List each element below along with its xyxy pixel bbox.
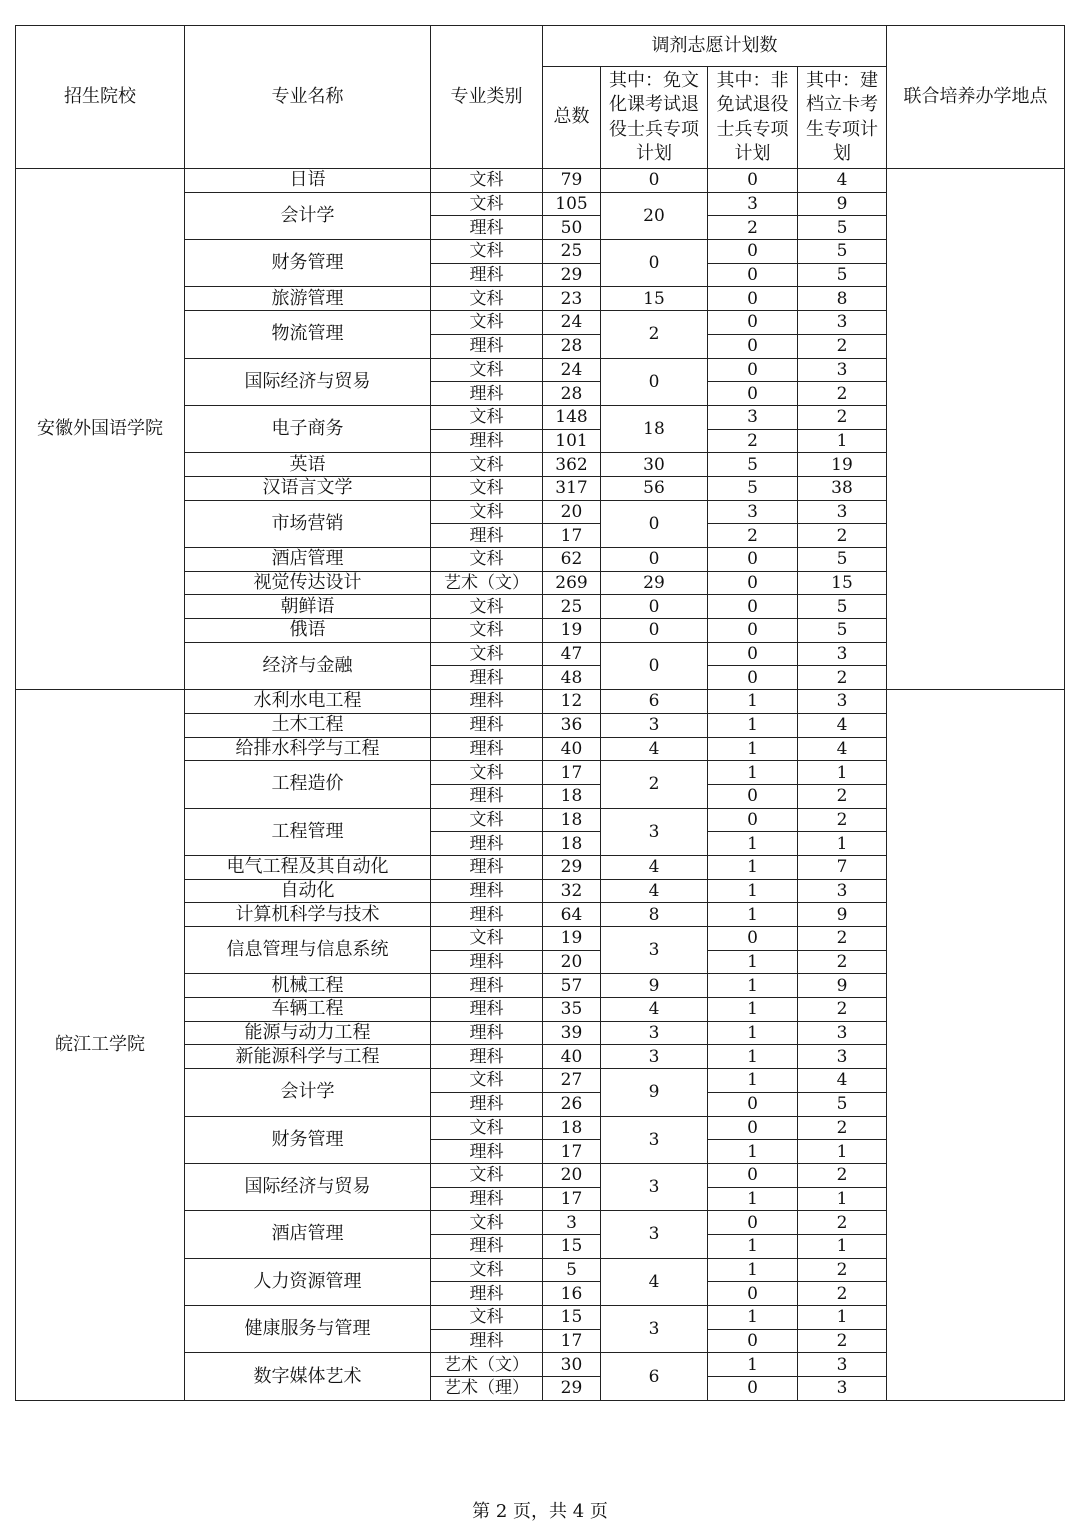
registered-cell: 5 (798, 216, 887, 240)
registered-cell: 3 (798, 1377, 887, 1401)
category-cell: 理科 (431, 974, 543, 998)
non-exempt-cell: 0 (708, 784, 798, 808)
non-exempt-cell: 1 (708, 713, 798, 737)
non-exempt-cell: 0 (708, 382, 798, 406)
registered-cell: 5 (798, 595, 887, 619)
registered-cell: 3 (798, 311, 887, 335)
header-category: 专业类别 (431, 26, 543, 169)
exempt-test-cell: 0 (601, 358, 708, 405)
category-cell: 理科 (431, 1282, 543, 1306)
major-name: 车辆工程 (185, 998, 431, 1022)
category-cell: 理科 (431, 666, 543, 690)
major-name: 日语 (185, 169, 431, 193)
registered-cell: 5 (798, 1092, 887, 1116)
non-exempt-cell: 5 (708, 476, 798, 500)
total-cell: 3 (543, 1211, 601, 1235)
major-name: 国际经济与贸易 (185, 1163, 431, 1210)
major-name: 英语 (185, 453, 431, 477)
registered-cell: 7 (798, 855, 887, 879)
exempt-test-cell: 3 (601, 1021, 708, 1045)
exempt-test-cell: 29 (601, 571, 708, 595)
category-cell: 理科 (431, 1234, 543, 1258)
category-cell: 文科 (431, 405, 543, 429)
major-name: 会计学 (185, 192, 431, 239)
exempt-test-cell: 18 (601, 405, 708, 452)
total-cell: 28 (543, 334, 601, 358)
non-exempt-cell: 0 (708, 311, 798, 335)
category-cell: 文科 (431, 619, 543, 643)
major-name: 酒店管理 (185, 1211, 431, 1258)
category-cell: 文科 (431, 287, 543, 311)
non-exempt-cell: 1 (708, 1140, 798, 1164)
non-exempt-cell: 3 (708, 192, 798, 216)
non-exempt-cell: 0 (708, 1377, 798, 1401)
exempt-test-cell: 0 (601, 619, 708, 643)
total-cell: 64 (543, 903, 601, 927)
registered-cell: 4 (798, 713, 887, 737)
category-cell: 文科 (431, 548, 543, 572)
table-row (16, 690, 1065, 714)
exempt-test-cell: 3 (601, 1306, 708, 1353)
registered-cell: 3 (798, 500, 887, 524)
school-name: 皖江工学院 (16, 690, 185, 1401)
category-cell: 理科 (431, 1329, 543, 1353)
category-cell: 理科 (431, 737, 543, 761)
total-cell: 17 (543, 524, 601, 548)
category-cell: 文科 (431, 1069, 543, 1093)
exempt-test-cell: 4 (601, 998, 708, 1022)
exempt-test-cell: 56 (601, 476, 708, 500)
major-name: 物流管理 (185, 311, 431, 358)
registered-cell: 3 (798, 358, 887, 382)
non-exempt-cell: 0 (708, 169, 798, 193)
total-cell: 18 (543, 808, 601, 832)
registered-cell: 2 (798, 382, 887, 406)
major-name: 工程管理 (185, 808, 431, 855)
category-cell: 理科 (431, 1140, 543, 1164)
page-footer: 第 2 页，共 4 页 (472, 1501, 608, 1522)
non-exempt-cell: 0 (708, 1116, 798, 1140)
total-cell: 36 (543, 713, 601, 737)
category-cell: 文科 (431, 595, 543, 619)
registered-cell: 5 (798, 240, 887, 264)
category-cell: 艺术（文） (431, 571, 543, 595)
major-name: 财务管理 (185, 1116, 431, 1163)
non-exempt-cell: 1 (708, 974, 798, 998)
table-body (16, 169, 1065, 1401)
registered-cell: 2 (798, 405, 887, 429)
non-exempt-cell: 1 (708, 1234, 798, 1258)
total-cell: 18 (543, 832, 601, 856)
total-cell: 12 (543, 690, 601, 714)
exempt-test-cell: 4 (601, 879, 708, 903)
registered-cell: 2 (798, 334, 887, 358)
category-cell: 理科 (431, 263, 543, 287)
total-cell: 25 (543, 240, 601, 264)
category-cell: 理科 (431, 950, 543, 974)
category-cell: 理科 (431, 382, 543, 406)
registered-cell: 2 (798, 1163, 887, 1187)
total-cell: 29 (543, 263, 601, 287)
exempt-test-cell: 30 (601, 453, 708, 477)
category-cell: 理科 (431, 524, 543, 548)
non-exempt-cell: 1 (708, 903, 798, 927)
category-cell: 文科 (431, 1306, 543, 1330)
exempt-test-cell: 20 (601, 192, 708, 239)
total-cell: 48 (543, 666, 601, 690)
non-exempt-cell: 0 (708, 808, 798, 832)
non-exempt-cell: 0 (708, 571, 798, 595)
header-total: 总数 (543, 67, 601, 169)
registered-cell: 2 (798, 784, 887, 808)
major-name: 自动化 (185, 879, 431, 903)
non-exempt-cell: 0 (708, 666, 798, 690)
major-name: 人力资源管理 (185, 1258, 431, 1305)
exempt-test-cell: 4 (601, 1258, 708, 1305)
major-name: 视觉传达设计 (185, 571, 431, 595)
total-cell: 35 (543, 998, 601, 1022)
major-name: 新能源科学与工程 (185, 1045, 431, 1069)
non-exempt-cell: 1 (708, 950, 798, 974)
exempt-test-cell: 3 (601, 1211, 708, 1258)
total-cell: 25 (543, 595, 601, 619)
joint-location-cell (887, 690, 1065, 1401)
total-cell: 40 (543, 737, 601, 761)
registered-cell: 1 (798, 1140, 887, 1164)
registered-cell: 9 (798, 192, 887, 216)
exempt-test-cell: 9 (601, 974, 708, 998)
total-cell: 18 (543, 784, 601, 808)
total-cell: 269 (543, 571, 601, 595)
total-cell: 148 (543, 405, 601, 429)
category-cell: 文科 (431, 192, 543, 216)
category-cell: 理科 (431, 429, 543, 453)
category-cell: 理科 (431, 1021, 543, 1045)
non-exempt-cell: 0 (708, 1163, 798, 1187)
major-name: 土木工程 (185, 713, 431, 737)
exempt-test-cell: 3 (601, 808, 708, 855)
non-exempt-cell: 0 (708, 1282, 798, 1306)
total-cell: 317 (543, 476, 601, 500)
total-cell: 362 (543, 453, 601, 477)
non-exempt-cell: 0 (708, 1329, 798, 1353)
header-non-exempt: 其中：非免试退役士兵专项计划 (708, 67, 798, 169)
registered-cell: 9 (798, 974, 887, 998)
registered-cell: 2 (798, 524, 887, 548)
major-name: 电子商务 (185, 405, 431, 452)
registered-cell: 5 (798, 263, 887, 287)
registered-cell: 2 (798, 1211, 887, 1235)
exempt-test-cell: 9 (601, 1069, 708, 1116)
table-row (16, 169, 1065, 193)
non-exempt-cell: 1 (708, 1021, 798, 1045)
exempt-test-cell: 6 (601, 690, 708, 714)
registered-cell: 9 (798, 903, 887, 927)
non-exempt-cell: 1 (708, 690, 798, 714)
category-cell: 文科 (431, 1116, 543, 1140)
category-cell: 文科 (431, 453, 543, 477)
non-exempt-cell: 1 (708, 761, 798, 785)
registered-cell: 1 (798, 1306, 887, 1330)
non-exempt-cell: 1 (708, 1187, 798, 1211)
major-name: 市场营销 (185, 500, 431, 547)
exempt-test-cell: 8 (601, 903, 708, 927)
total-cell: 17 (543, 1329, 601, 1353)
non-exempt-cell: 0 (708, 642, 798, 666)
non-exempt-cell: 0 (708, 263, 798, 287)
total-cell: 40 (543, 1045, 601, 1069)
category-cell: 理科 (431, 855, 543, 879)
category-cell: 理科 (431, 879, 543, 903)
non-exempt-cell: 3 (708, 405, 798, 429)
registered-cell: 2 (798, 998, 887, 1022)
major-name: 机械工程 (185, 974, 431, 998)
major-name: 数字媒体艺术 (185, 1353, 431, 1400)
registered-cell: 3 (798, 1021, 887, 1045)
non-exempt-cell: 0 (708, 358, 798, 382)
registered-cell: 15 (798, 571, 887, 595)
non-exempt-cell: 1 (708, 1258, 798, 1282)
total-cell: 28 (543, 382, 601, 406)
exempt-test-cell: 3 (601, 713, 708, 737)
category-cell: 理科 (431, 998, 543, 1022)
exempt-test-cell: 4 (601, 737, 708, 761)
total-cell: 18 (543, 1116, 601, 1140)
non-exempt-cell: 1 (708, 998, 798, 1022)
major-name: 朝鲜语 (185, 595, 431, 619)
non-exempt-cell: 0 (708, 287, 798, 311)
non-exempt-cell: 1 (708, 737, 798, 761)
non-exempt-cell: 1 (708, 832, 798, 856)
total-cell: 39 (543, 1021, 601, 1045)
total-cell: 15 (543, 1306, 601, 1330)
registered-cell: 1 (798, 429, 887, 453)
category-cell: 理科 (431, 1092, 543, 1116)
total-cell: 30 (543, 1353, 601, 1377)
category-cell: 文科 (431, 642, 543, 666)
registered-cell: 2 (798, 808, 887, 832)
registered-cell: 2 (798, 666, 887, 690)
non-exempt-cell: 2 (708, 429, 798, 453)
total-cell: 79 (543, 169, 601, 193)
category-cell: 艺术（理） (431, 1377, 543, 1401)
registered-cell: 2 (798, 1282, 887, 1306)
exempt-test-cell: 2 (601, 761, 708, 808)
category-cell: 艺术（文） (431, 1353, 543, 1377)
non-exempt-cell: 1 (708, 1306, 798, 1330)
category-cell: 文科 (431, 476, 543, 500)
category-cell: 文科 (431, 761, 543, 785)
major-name: 经济与金融 (185, 642, 431, 689)
non-exempt-cell: 0 (708, 1211, 798, 1235)
total-cell: 15 (543, 1234, 601, 1258)
registered-cell: 2 (798, 1116, 887, 1140)
non-exempt-cell: 0 (708, 240, 798, 264)
header-major: 专业名称 (185, 26, 431, 169)
total-cell: 47 (543, 642, 601, 666)
non-exempt-cell: 0 (708, 595, 798, 619)
total-cell: 29 (543, 1377, 601, 1401)
total-cell: 26 (543, 1092, 601, 1116)
joint-location-cell (887, 169, 1065, 690)
registered-cell: 2 (798, 1329, 887, 1353)
major-name: 信息管理与信息系统 (185, 927, 431, 974)
category-cell: 理科 (431, 1045, 543, 1069)
non-exempt-cell: 0 (708, 1092, 798, 1116)
exempt-test-cell: 0 (601, 548, 708, 572)
total-cell: 24 (543, 311, 601, 335)
total-cell: 19 (543, 927, 601, 951)
header-registered: 其中：建档立卡考生专项计划 (798, 67, 887, 169)
admission-plan-table (15, 25, 1065, 1401)
registered-cell: 38 (798, 476, 887, 500)
non-exempt-cell: 0 (708, 548, 798, 572)
total-cell: 17 (543, 1140, 601, 1164)
category-cell: 理科 (431, 832, 543, 856)
total-cell: 105 (543, 192, 601, 216)
registered-cell: 3 (798, 690, 887, 714)
category-cell: 文科 (431, 808, 543, 832)
non-exempt-cell: 2 (708, 216, 798, 240)
category-cell: 文科 (431, 927, 543, 951)
total-cell: 57 (543, 974, 601, 998)
category-cell: 理科 (431, 216, 543, 240)
registered-cell: 8 (798, 287, 887, 311)
category-cell: 理科 (431, 334, 543, 358)
major-name: 能源与动力工程 (185, 1021, 431, 1045)
registered-cell: 1 (798, 832, 887, 856)
total-cell: 27 (543, 1069, 601, 1093)
registered-cell: 4 (798, 1069, 887, 1093)
non-exempt-cell: 5 (708, 453, 798, 477)
total-cell: 19 (543, 619, 601, 643)
total-cell: 5 (543, 1258, 601, 1282)
registered-cell: 5 (798, 619, 887, 643)
total-cell: 20 (543, 500, 601, 524)
exempt-test-cell: 0 (601, 595, 708, 619)
total-cell: 17 (543, 761, 601, 785)
total-cell: 20 (543, 1163, 601, 1187)
exempt-test-cell: 3 (601, 1045, 708, 1069)
header-joint-location: 联合培养办学地点 (887, 26, 1065, 169)
non-exempt-cell: 1 (708, 1353, 798, 1377)
exempt-test-cell: 0 (601, 500, 708, 547)
total-cell: 24 (543, 358, 601, 382)
exempt-test-cell: 15 (601, 287, 708, 311)
category-cell: 理科 (431, 784, 543, 808)
non-exempt-cell: 1 (708, 855, 798, 879)
category-cell: 文科 (431, 1211, 543, 1235)
non-exempt-cell: 1 (708, 1069, 798, 1093)
registered-cell: 4 (798, 737, 887, 761)
category-cell: 文科 (431, 240, 543, 264)
registered-cell: 1 (798, 761, 887, 785)
non-exempt-cell: 0 (708, 927, 798, 951)
header-exempt-test: 其中：免文化课考试退役士兵专项计划 (601, 67, 708, 169)
non-exempt-cell: 3 (708, 500, 798, 524)
major-name: 酒店管理 (185, 548, 431, 572)
registered-cell: 4 (798, 169, 887, 193)
registered-cell: 2 (798, 1258, 887, 1282)
registered-cell: 1 (798, 1234, 887, 1258)
non-exempt-cell: 2 (708, 524, 798, 548)
category-cell: 理科 (431, 690, 543, 714)
major-name: 俄语 (185, 619, 431, 643)
total-cell: 20 (543, 950, 601, 974)
registered-cell: 3 (798, 879, 887, 903)
registered-cell: 3 (798, 642, 887, 666)
exempt-test-cell: 0 (601, 169, 708, 193)
category-cell: 文科 (431, 169, 543, 193)
exempt-test-cell: 6 (601, 1353, 708, 1400)
category-cell: 文科 (431, 311, 543, 335)
registered-cell: 2 (798, 927, 887, 951)
exempt-test-cell: 2 (601, 311, 708, 358)
major-name: 电气工程及其自动化 (185, 855, 431, 879)
category-cell: 理科 (431, 903, 543, 927)
major-name: 工程造价 (185, 761, 431, 808)
category-cell: 文科 (431, 500, 543, 524)
registered-cell: 3 (798, 1353, 887, 1377)
registered-cell: 3 (798, 1045, 887, 1069)
major-name: 财务管理 (185, 240, 431, 287)
non-exempt-cell: 1 (708, 879, 798, 903)
total-cell: 50 (543, 216, 601, 240)
non-exempt-cell: 1 (708, 1045, 798, 1069)
major-name: 水利水电工程 (185, 690, 431, 714)
header-plan-group: 调剂志愿计划数 (543, 26, 887, 67)
major-name: 给排水科学与工程 (185, 737, 431, 761)
registered-cell: 2 (798, 950, 887, 974)
total-cell: 62 (543, 548, 601, 572)
header-school: 招生院校 (16, 26, 185, 169)
major-name: 国际经济与贸易 (185, 358, 431, 405)
non-exempt-cell: 0 (708, 619, 798, 643)
category-cell: 文科 (431, 1258, 543, 1282)
exempt-test-cell: 0 (601, 240, 708, 287)
category-cell: 文科 (431, 1163, 543, 1187)
total-cell: 101 (543, 429, 601, 453)
total-cell: 16 (543, 1282, 601, 1306)
major-name: 健康服务与管理 (185, 1306, 431, 1353)
registered-cell: 19 (798, 453, 887, 477)
total-cell: 29 (543, 855, 601, 879)
total-cell: 17 (543, 1187, 601, 1211)
non-exempt-cell: 0 (708, 334, 798, 358)
category-cell: 理科 (431, 713, 543, 737)
major-name: 旅游管理 (185, 287, 431, 311)
category-cell: 理科 (431, 1187, 543, 1211)
major-name: 计算机科学与技术 (185, 903, 431, 927)
registered-cell: 1 (798, 1187, 887, 1211)
major-name: 会计学 (185, 1069, 431, 1116)
exempt-test-cell: 0 (601, 642, 708, 689)
category-cell: 文科 (431, 358, 543, 382)
total-cell: 32 (543, 879, 601, 903)
exempt-test-cell: 3 (601, 1116, 708, 1163)
school-name: 安徽外国语学院 (16, 169, 185, 690)
exempt-test-cell: 4 (601, 855, 708, 879)
major-name: 汉语言文学 (185, 476, 431, 500)
total-cell: 23 (543, 287, 601, 311)
exempt-test-cell: 3 (601, 1163, 708, 1210)
exempt-test-cell: 3 (601, 927, 708, 974)
registered-cell: 5 (798, 548, 887, 572)
